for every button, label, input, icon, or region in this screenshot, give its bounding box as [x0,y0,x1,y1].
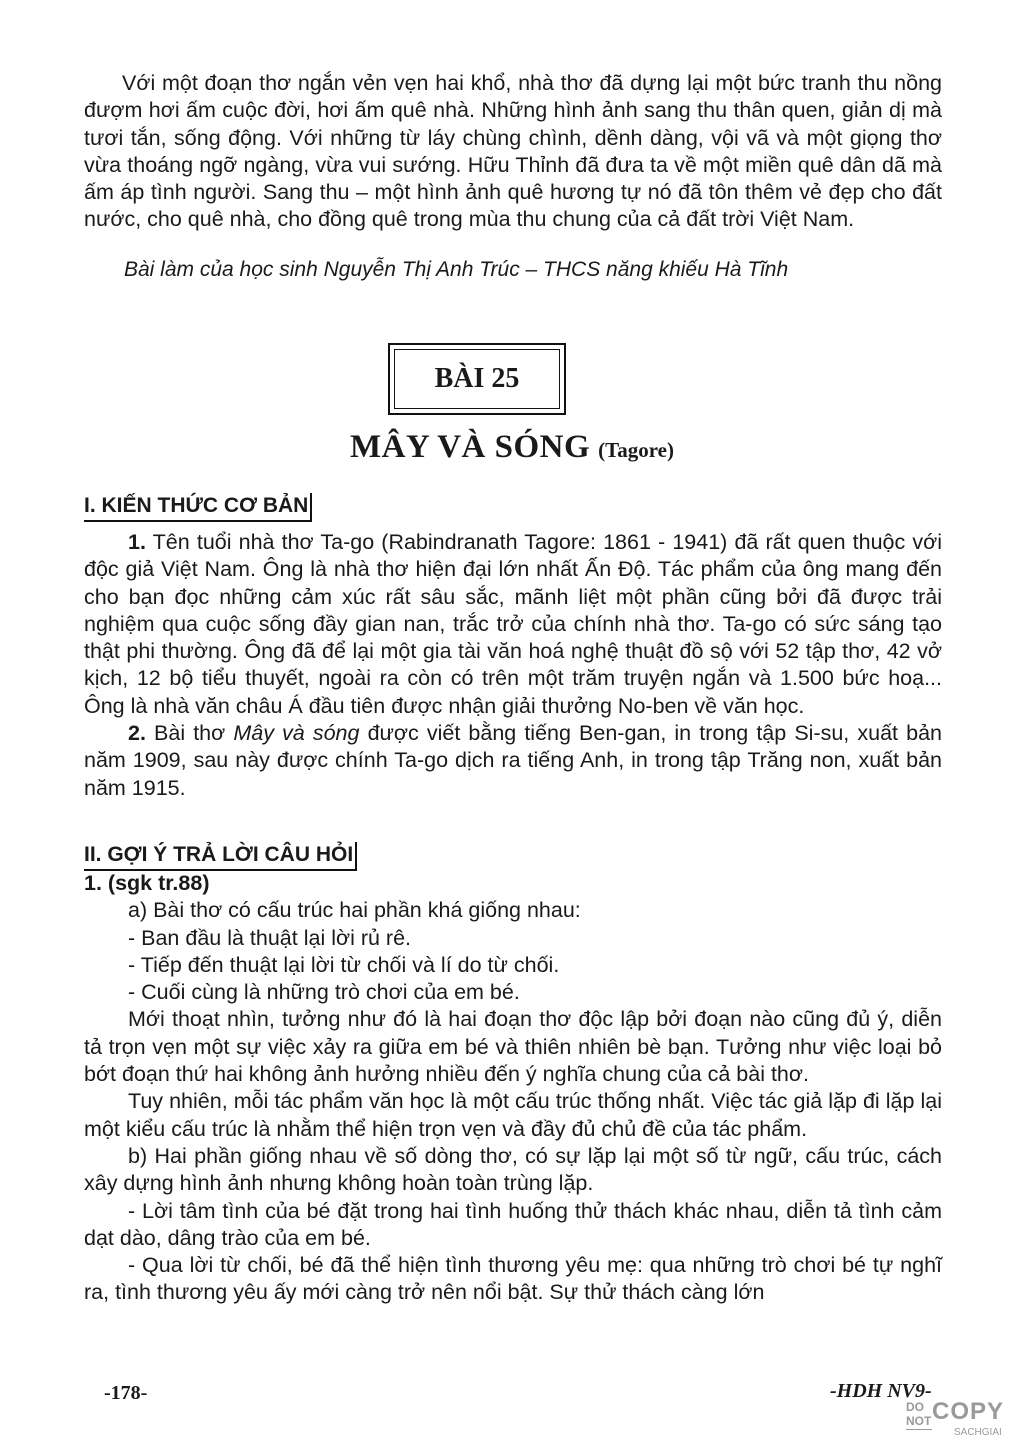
page-number: -178- [104,1382,148,1404]
lesson-title-main: MÂY VÀ SÓNG [349,429,591,465]
watermark-do: DO [906,1400,924,1414]
poem-title-italic: Mây và sóng [233,721,360,746]
watermark-brand: SACHGIAI [954,1427,1002,1438]
answer-a-intro: a) Bài thơ có cấu trúc hai phần khá giống nhau: [128,898,581,923]
list-item: - Tiếp đến thuật lại lời từ chối và lí do từ chối. [128,952,560,977]
answer-paragraph-1: Mới thoạt nhìn, tưởng như đó là hai đoạn thơ độc lập bởi đoạn nào cũng đủ ý, diễn tả trọn vẹn một sự việc xảy ra giữa em bé và thiên nhiên bè bạn. Tưởng như việc loại bỏ bớt đoạn thứ hai không ảnh hưởng nhiều đến ý nghĩa chung của cả bài thơ. [84,1007,942,1087]
question-1-heading: 1. (sgk tr.88) [84,871,210,895]
section2-body [84,870,942,1307]
lesson-title-author: (Tagore) [598,438,674,462]
section1-item2-post: được viết bằng tiếng Ben-gan, in trong tập Si-su, xuất bản năm 1909, sau này được chính Ta-go dịch ra tiếng Anh, in trong tập Trăng non, xuất bản năm 1915. [84,721,942,800]
section1-item2-number: 2. [128,721,146,746]
section1-body [84,529,942,802]
list-item: - Cuối cùng là những trò chơi của em bé. [128,980,520,1005]
watermark-rule [906,1429,932,1430]
section1-item1-number: 1. [128,530,146,554]
answer-paragraph-2: Tuy nhiên, mỗi tác phẩm văn học là một cấu trúc thống nhất. Việc tác giả lặp đi lặp lại một kiểu cấu trúc là nhằm thể hiện trọn vẹn và đầy đủ chủ đề của tác phẩm. [84,1089,942,1141]
lesson-label-box [388,343,566,415]
watermark-copy: COPY [932,1398,1005,1425]
author-credit: Bài làm của học sinh Nguyễn Thị Anh Trúc – THCS năng khiếu Hà Tĩnh [124,258,789,281]
section1-item1 [84,529,942,720]
section-heading-answer-guide: II. GỢI Ý TRẢ LỜI CÂU HỎI [84,842,357,871]
section1-item2 [84,720,942,802]
section1-item1-text: Tên tuổi nhà thơ Ta-go (Rabindranath Tagore: 1861 - 1941) đã rất quen thuộc với độc giả Việt Nam. Ông là nhà thơ hiện đại lớn nhất Ấn Độ. Tác phẩm của ông mang đến cho bạn đọc những cảm xúc rất sâu sắc, mãnh liệt một phần cũng bởi đã được trải nghiệm qua cuộc sống đầy gian nan, trắc trở của chính nhà thơ. Ta-go có sức sáng tạo thật phi thường. Ông đã để lại một gia tài văn hoá nghệ thuật đồ sộ với 52 tập thơ, 42 vở kịch, 12 bộ tiểu thuyết, ngoài ra còn có trên một trăm truyện ngắn và 1.500 bức hoạ... Ông là nhà văn châu Á đầu tiên được nhận giải thưởng No-ben về văn học. [84,530,942,718]
section1-item2-pre: Bài thơ [145,721,234,746]
list-item: - Qua lời từ chối, bé đã thể hiện tình thương yêu mẹ: qua những trò chơi bé tự nghĩ ra, tình thương yêu ấy mới càng trở nên nổi bật. Sự thử thách càng lớn [84,1253,942,1305]
book-code: -HDH NV9- [830,1380,932,1402]
intro-paragraph: Với một đoạn thơ ngắn vẻn vẹn hai khổ, nhà thơ đã dựng lại một bức tranh thu nồng đượm hơi ấm cuộc đời, hơi ấm quê nhà. Những hình ảnh sang thu thân quen, giản dị mà tươi tắn, sống động. Với những từ láy chùng chình, dềnh dàng, vội vã và một giọng thơ vừa thoáng ngỡ ngàng, vừa vui sướng. Hữu Thỉnh đã đưa ta về một miền quê dân dã mà ấm áp tình người. Sang thu – một hình ảnh quê hương tự nó đã tôn thêm vẻ đẹp cho đất nước, cho quê nhà, cho đồng quê trong mùa thu chung của cả đất trời Việt Nam. [84,71,942,232]
answer-b-intro: b) Hai phần giống nhau về số dòng thơ, có sự lặp lại một số từ ngữ, cấu trúc, cách xây dựng hình ảnh nhưng không hoàn toàn trùng lặp. [84,1143,942,1196]
list-item: - Ban đầu là thuật lại lời rủ rê. [128,925,411,950]
section-heading-basic-knowledge: I. KIẾN THỨC CƠ BẢN [84,493,312,522]
watermark-stamp [906,1398,1012,1441]
watermark-not: NOT [906,1414,932,1428]
lesson-label: BÀI 25 [434,363,520,394]
list-item: - Lời tâm tình của bé đặt trong hai tình huống thử thách khác nhau, diễn tả tình cảm dạt dào, dâng trào của em bé. [84,1198,942,1250]
lesson-title [0,428,1024,466]
